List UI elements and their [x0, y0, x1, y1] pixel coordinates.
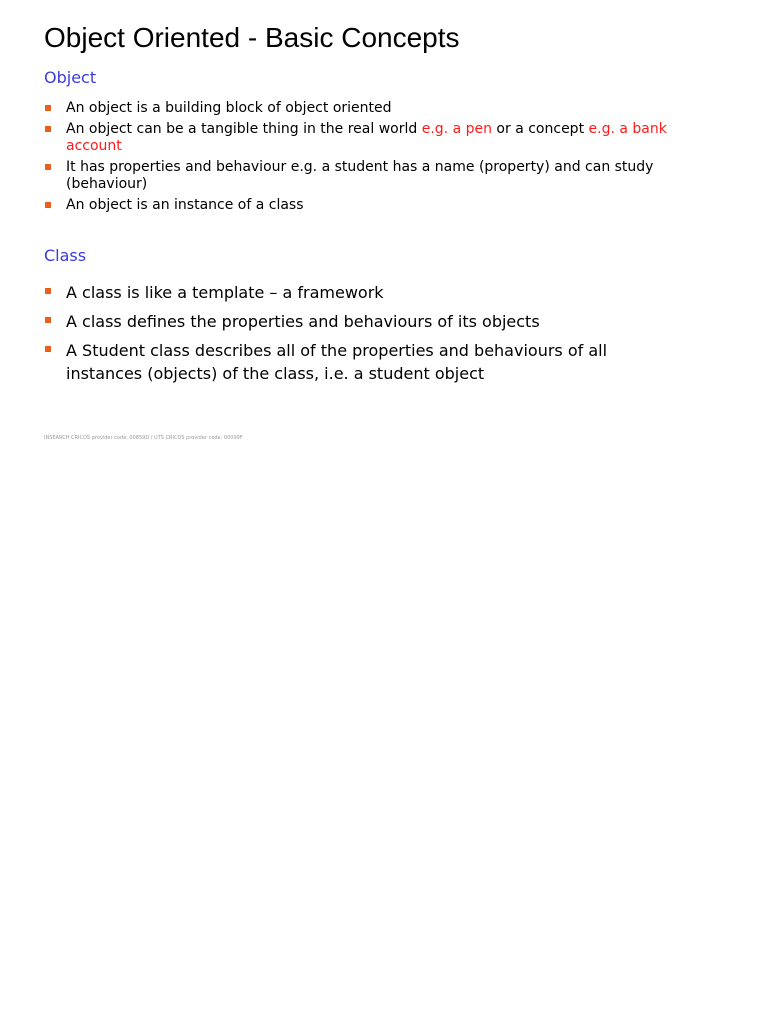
object-list-item — [44, 121, 684, 155]
square-bullet-icon — [45, 317, 51, 323]
square-bullet-icon — [45, 126, 51, 132]
square-bullet-icon — [45, 105, 51, 111]
class-list-item — [44, 310, 684, 333]
bullet-text: An object is an instance of a class — [66, 197, 304, 213]
bullet-text: or a concept — [491, 121, 589, 137]
bullet-text: A class defines the properties and behaviours of its objects — [66, 312, 540, 331]
square-bullet-icon — [45, 288, 51, 294]
bullet-text: It has properties and behaviour e.g. a student has a name (property) and can study (behaviour) — [66, 159, 654, 192]
square-bullet-icon — [45, 202, 51, 208]
bullet-text: An object can be a tangible thing in the real world — [66, 121, 422, 137]
footer-note: INSEARCH CRICOS provider code: 00859D / UTS CRICOS provider code: 00099F — [44, 435, 243, 441]
highlighted-example-text: e.g. a pen — [421, 121, 492, 137]
bullet-text: An object is a building block of object oriented — [66, 100, 392, 116]
section-heading-class: Class — [44, 246, 87, 265]
object-list-item — [44, 100, 684, 117]
class-bullet-list — [44, 281, 684, 391]
bullet-text: A Student class describes all of the properties and behaviours of all instances (objects) of the class, i.e. a student object — [66, 341, 608, 383]
section-heading-object: Object — [44, 68, 97, 87]
object-list-item — [44, 197, 684, 214]
page-title: Object Oriented - Basic Concepts — [44, 22, 460, 53]
object-list-item — [44, 159, 684, 193]
class-list-item — [44, 281, 684, 304]
highlighted-example-text: e.g. a bank account — [66, 121, 667, 154]
square-bullet-icon — [45, 164, 51, 170]
square-bullet-icon — [45, 346, 51, 352]
bullet-text: A class is like a template – a framework — [66, 283, 384, 302]
class-list-item — [44, 339, 684, 385]
object-bullet-list — [44, 100, 684, 218]
